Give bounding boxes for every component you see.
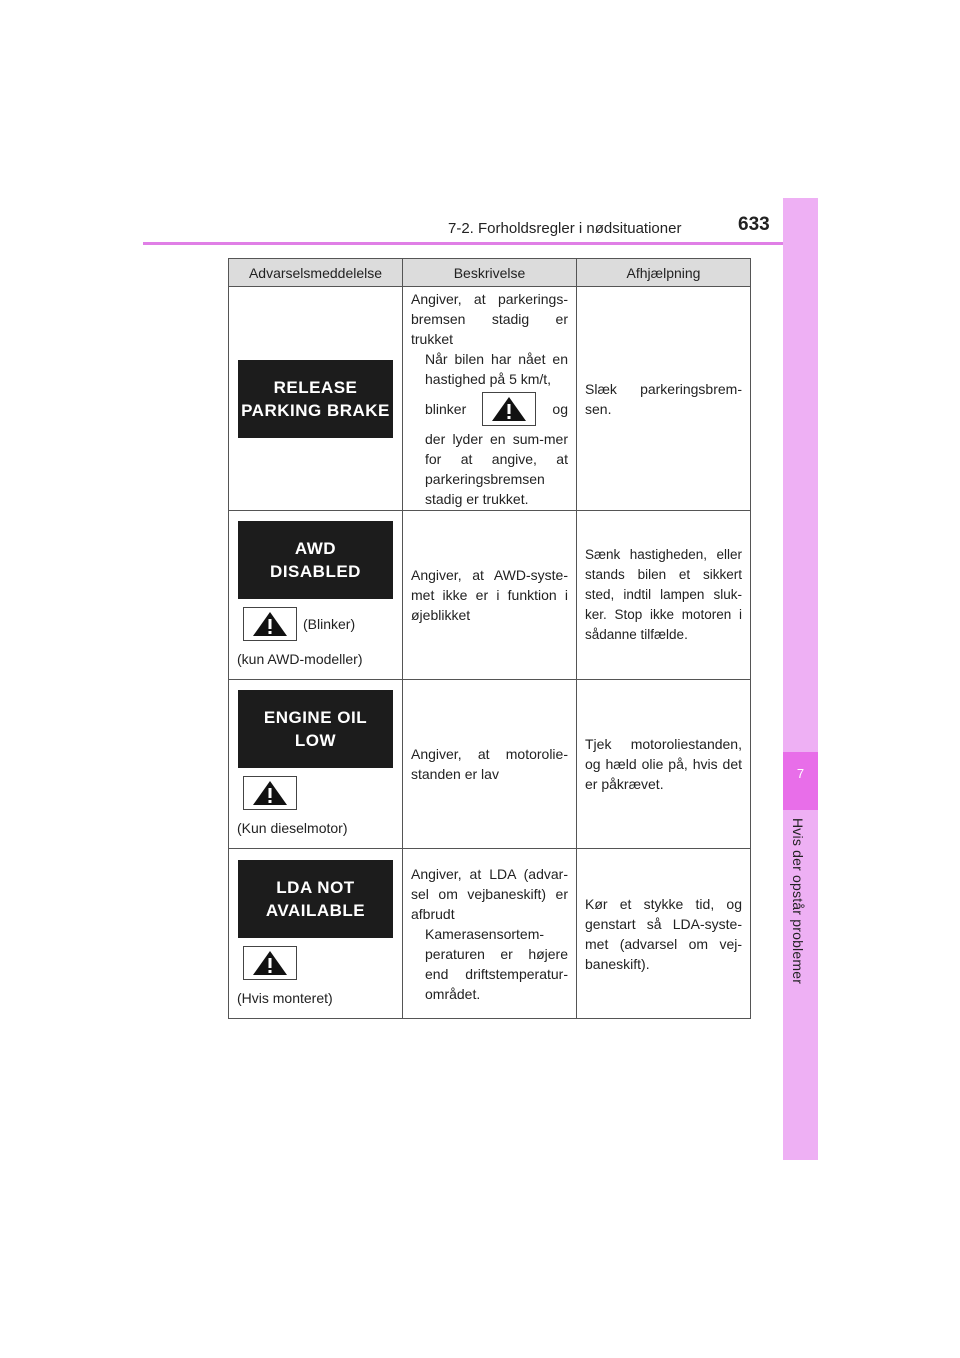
description-cell <box>403 287 577 511</box>
warning-message-cell <box>229 511 403 680</box>
warning-triangle-icon <box>243 776 297 810</box>
release-parking-brake-message-panel <box>238 360 393 438</box>
warning-message-cell <box>229 680 403 849</box>
remedy-cell: Kør et stykke tid, og genstart så LDA-syste-met (advarsel om vej-baneskift). <box>577 849 751 1019</box>
column-header: Afhjælpning <box>577 259 751 287</box>
blinker-note: (Blinker) <box>303 616 356 632</box>
panel-line: LOW <box>294 731 337 750</box>
panel-line: ENGINE OIL <box>263 708 368 727</box>
model-note: (Hvis monteret) <box>237 989 333 1006</box>
chapter-number: 7 <box>796 766 805 781</box>
blinker-line <box>411 392 568 426</box>
chapter-marker <box>783 752 818 810</box>
warning-message-cell <box>229 849 403 1019</box>
panel-line: AWD <box>294 539 337 558</box>
engine-oil-low-message-panel <box>238 690 393 768</box>
remedy-cell: Slæk parkeringsbrem-sen. <box>577 287 751 511</box>
blinker-text: blinker <box>425 400 467 417</box>
column-header: Beskrivelse <box>403 259 577 287</box>
warning-message-cell <box>229 287 403 511</box>
description-cell: Angiver, at AWD-syste-met ikke er i funktion i øjeblikket <box>403 511 577 680</box>
table-row <box>229 287 751 511</box>
table-row <box>229 511 751 680</box>
warning-triangle-icon <box>482 392 536 426</box>
model-note: (Kun dieselmotor) <box>237 820 348 836</box>
awd-disabled-message-panel <box>238 521 393 599</box>
panel-line: DISABLED <box>270 562 361 581</box>
remedy-cell: Tjek motoroliestanden, og hæld olie på, hvis det er påkrævet. <box>577 680 751 849</box>
description-detail: der lyder en sum-mer for at angive, at parkeringsbremsen stadig er trukket. <box>425 430 568 507</box>
description-cell: Angiver, at motorolie-standen er lav <box>403 680 577 849</box>
description-detail: Når bilen har nået en hastighed på 5 km/t, <box>425 350 568 387</box>
panel-line: PARKING BRAKE <box>241 400 390 420</box>
remedy-cell: Sænk hastigheden, eller stands bilen et sikkert sted, indtil lampen sluk-ker. Stop ikke motoren i sådanne tilfælde. <box>577 511 751 680</box>
section-title: 7-2. Forholdsregler i nødsituationer <box>448 220 682 237</box>
og-text: og <box>552 400 568 417</box>
page-number: 633 <box>738 214 770 235</box>
panel-line: RELEASE <box>273 377 358 397</box>
panel-line: AVAILABLE <box>265 900 366 920</box>
description-text: Angiver, at parkerings-bremsen stadig er trukket <box>411 290 568 347</box>
description-cell <box>403 849 577 1019</box>
warning-message-table <box>228 258 751 1019</box>
chapter-title: Hvis der opstår problemer <box>790 818 806 985</box>
table-header-row <box>229 259 751 287</box>
warning-triangle-icon <box>243 607 297 641</box>
lda-not-available-message-panel <box>238 860 393 938</box>
table-row <box>229 849 751 1019</box>
chapter-side-tab <box>783 198 818 1160</box>
description-text: Angiver, at LDA (advar-sel om vejbaneskift) er afbrudt <box>411 865 568 922</box>
column-header: Advarselsmeddelelse <box>229 259 403 287</box>
panel-line: LDA NOT <box>276 877 355 897</box>
warning-triangle-icon <box>243 946 297 980</box>
model-note: (kun AWD-modeller) <box>237 651 363 667</box>
header-rule <box>143 242 818 245</box>
description-detail: Kamerasensortem-peraturen er højere end driftstemperatur-området. <box>425 925 568 1002</box>
table-row <box>229 680 751 849</box>
